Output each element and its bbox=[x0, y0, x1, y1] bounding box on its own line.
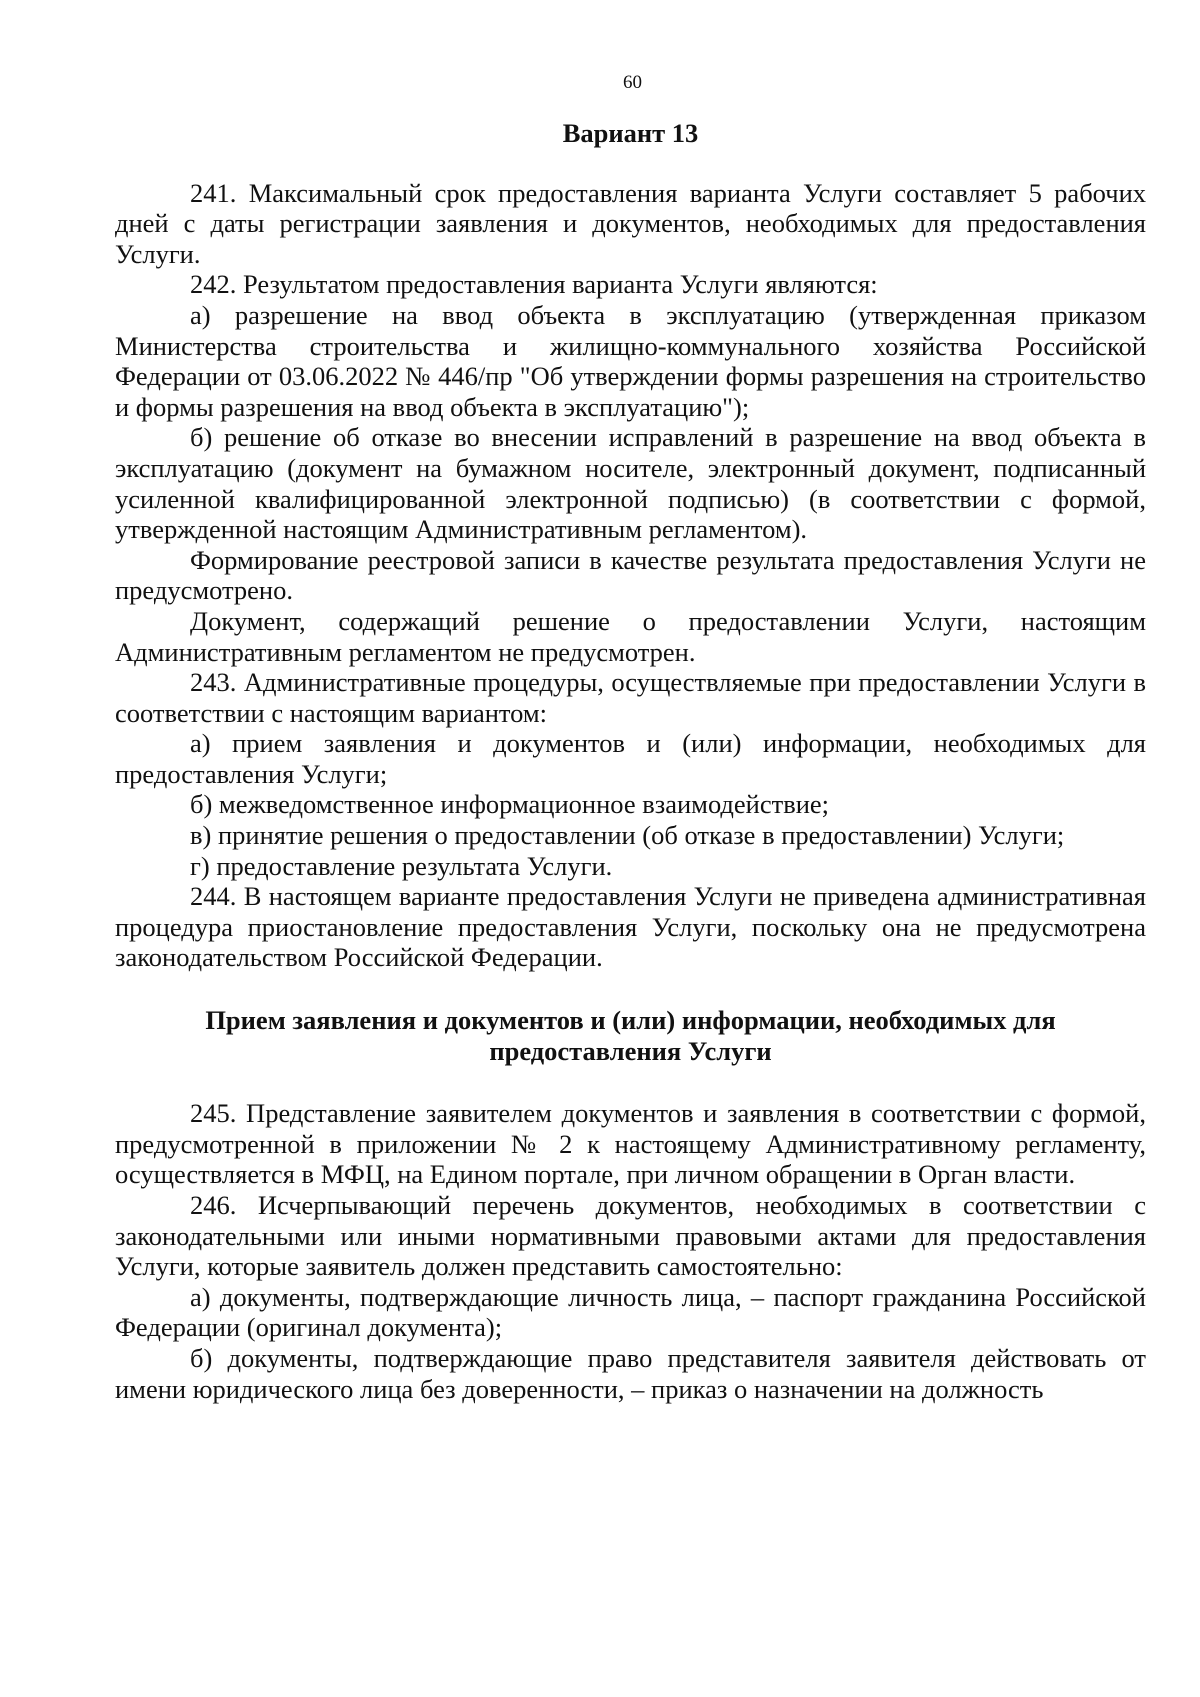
paragraph-245: 245. Представление заявителем документов и заявления в соответствии с формой, предусмотренной в приложении № 2 к настоящему Административному регламенту, осуществляется в МФЦ, на Едином портале, при личном обращении в Орган власти. bbox=[115, 1098, 1146, 1190]
section-heading-line-1: Прием заявления и документов и (или) информации, необходимых для bbox=[205, 1005, 1056, 1036]
spacer bbox=[115, 973, 1146, 1005]
paragraph-242: 242. Результатом предоставления варианта Услуги являются: bbox=[190, 269, 878, 300]
paragraph-244: 244. В настоящем варианте предоставления Услуги не приведена административная процедура приостановление предоставления Услуги, поскольку она не предусмотрена законодательством Российской Федерации. bbox=[115, 881, 1146, 973]
paragraph-242-b: б) решение об отказе во внесении исправлений в разрешение на ввод объекта в эксплуатацию (документ на бумажном носителе, электронный документ, подписанный усиленной квалифицированной электронной подписью) (в соответствии с формой, утвержденной настоящим Административным регламентом). bbox=[115, 422, 1146, 545]
paragraph-243-a: а) прием заявления и документов и (или) информации, необходимых для предоставления Услуги; bbox=[115, 728, 1146, 789]
paragraph-242-a: а) разрешение на ввод объекта в эксплуатацию (утвержденная приказом Министерства строительства и жилищно-коммунального хозяйства Российской Федерации от 03.06.2022 № 446/пр "Об утверждении формы разрешения на строительство и формы разрешения на ввод объекта в эксплуатацию"); bbox=[115, 299, 1146, 422]
paragraph-241: 241. Максимальный срок предоставления варианта Услуги составляет 5 рабочих дней с даты регистрации заявления и документов, необходимых для предоставления Услуги. bbox=[115, 177, 1146, 269]
paragraph-243-v: в) принятие решения о предоставлении (об отказе в предоставлении) Услуги; bbox=[190, 820, 1065, 851]
spacer bbox=[115, 1066, 1146, 1098]
page-content bbox=[115, 118, 1146, 1404]
paragraph-registry-note: Формирование реестровой записи в качестве результата предоставления Услуги не предусмотрено. bbox=[115, 544, 1146, 606]
variant-title: Вариант 13 bbox=[562, 118, 699, 148]
paragraph-243-b: б) межведомственное информационное взаимодействие; bbox=[190, 789, 830, 820]
paragraph-decision-note: Документ, содержащий решение о предоставлении Услуги, настоящим Административным регламентом не предусмотрен. bbox=[115, 605, 1146, 667]
paragraph-243-g: г) предоставление результата Услуги. bbox=[190, 850, 613, 881]
paragraph-246: 246. Исчерпывающий перечень документов, необходимых в соответствии с законодательными или иными нормативными правовыми актами для предоставления Услуги, которые заявитель должен представить самостоятельно: bbox=[115, 1190, 1146, 1282]
paragraph-246-a: а) документы, подтверждающие личность лица, – паспорт гражданина Российской Федерации (оригинал документа); bbox=[115, 1281, 1146, 1343]
section-heading-line-2: предоставления Услуги bbox=[489, 1035, 772, 1066]
paragraph-246-b: б) документы, подтверждающие право представителя заявителя действовать от имени юридического лица без доверенности, – приказ о назначении на должность bbox=[115, 1342, 1146, 1404]
paragraph-243: 243. Административные процедуры, осуществляемые при предоставлении Услуги в соответствии с настоящим вариантом: bbox=[115, 667, 1146, 728]
page-number: 60 bbox=[623, 72, 642, 93]
spacer bbox=[115, 149, 1146, 178]
